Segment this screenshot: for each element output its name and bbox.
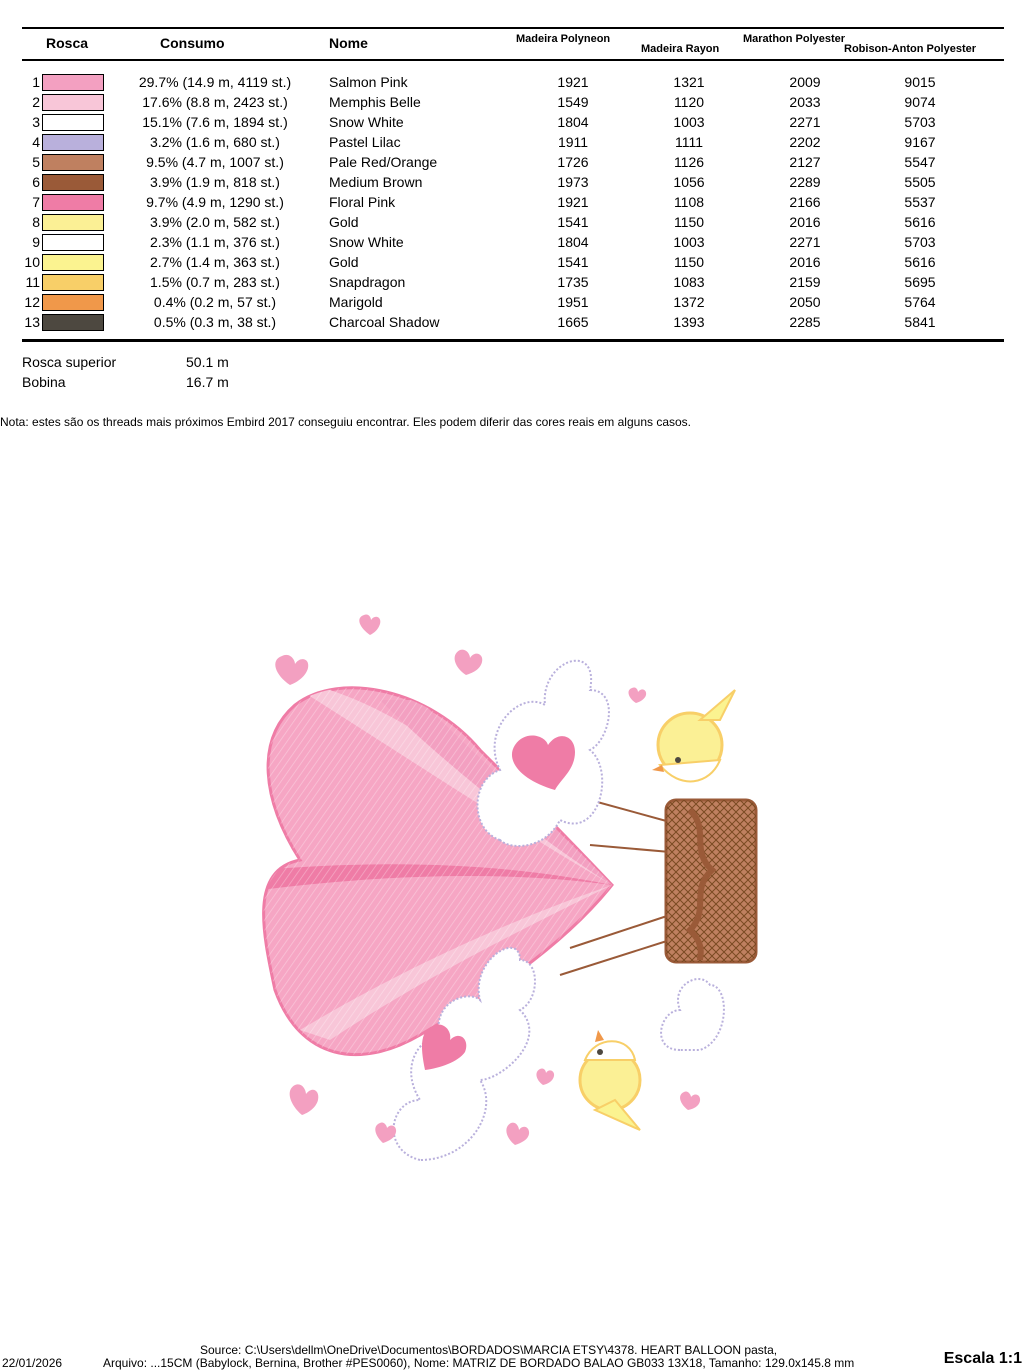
thread-index: 8	[32, 214, 40, 230]
marathon-polyester-code: 2159	[789, 274, 821, 290]
thread-note: Nota: estes são os threads mais próximos Embird 2017 conseguiu encontrar. Eles podem diferir das cores reais em alguns casos.	[0, 415, 692, 429]
table-bottom-rule	[22, 339, 1004, 342]
robison-anton-code: 5616	[904, 254, 936, 270]
madeira-rayon-code: 1150	[673, 214, 705, 230]
thread-consumption: 9.5% (4.7 m, 1007 st.)	[146, 154, 284, 170]
marathon-polyester-code: 2127	[789, 154, 821, 170]
header-madeira-polyneon: Madeira Polyneon	[516, 33, 611, 45]
madeira-rayon-code: 1372	[673, 294, 705, 310]
thread-name: Charcoal Shadow	[329, 314, 440, 330]
header-robison-anton-polyester: Robison-Anton Polyester	[844, 43, 977, 55]
scale-label: Escala 1:1	[943, 1350, 1022, 1367]
thread-consumption: 9.7% (4.9 m, 1290 st.)	[146, 194, 284, 210]
thread-name: Gold	[329, 254, 359, 270]
marathon-polyester-code: 2202	[789, 134, 821, 150]
thread-index: 9	[32, 234, 40, 250]
madeira-polyneon-code: 1541	[557, 254, 589, 270]
header-consumo: Consumo	[160, 35, 225, 51]
madeira-rayon-code: 1393	[673, 314, 705, 330]
thread-consumption: 17.6% (8.8 m, 2423 st.)	[142, 94, 288, 110]
thread-color-swatch	[42, 174, 104, 191]
thread-color-swatch	[42, 214, 104, 231]
bird-bottom	[580, 1030, 640, 1130]
madeira-rayon-code: 1321	[673, 74, 705, 90]
madeira-rayon-code: 1111	[674, 134, 704, 150]
thread-color-swatch	[42, 114, 104, 131]
madeira-polyneon-code: 1665	[557, 314, 589, 330]
thread-index: 13	[24, 314, 40, 330]
header-marathon-polyester: Marathon Polyester	[743, 33, 846, 45]
robison-anton-code: 5537	[904, 194, 936, 210]
robison-anton-code: 5703	[904, 234, 936, 250]
header-top-rule	[22, 27, 1004, 29]
thread-color-swatch	[42, 134, 104, 151]
madeira-polyneon-code: 1921	[557, 74, 589, 90]
robison-anton-code: 5505	[904, 174, 936, 190]
robison-anton-code: 5841	[904, 314, 936, 330]
marathon-polyester-code: 2016	[789, 254, 821, 270]
thread-name: Memphis Belle	[329, 94, 421, 110]
balloon-basket	[666, 800, 756, 962]
thread-color-swatch	[42, 74, 104, 91]
madeira-polyneon-code: 1804	[557, 234, 589, 250]
top-thread-value: 50.1 m	[186, 354, 229, 370]
madeira-polyneon-code: 1549	[557, 94, 589, 110]
thread-name: Snapdragon	[329, 274, 406, 290]
robison-anton-code: 9015	[904, 74, 936, 90]
robison-anton-code: 5616	[904, 214, 936, 230]
madeira-polyneon-code: 1973	[557, 174, 589, 190]
marathon-polyester-code: 2166	[789, 194, 821, 210]
header-rosca: Rosca	[46, 35, 89, 51]
thread-row	[0, 292, 1024, 312]
thread-name: Pale Red/Orange	[329, 154, 438, 170]
marathon-polyester-code: 2050	[789, 294, 821, 310]
thread-name: Marigold	[329, 294, 383, 310]
madeira-polyneon-code: 1911	[557, 134, 589, 150]
header-madeira-rayon: Madeira Rayon	[641, 43, 720, 55]
footer-source: Source: C:\Users\dellm\OneDrive\Documentos\BORDADOS\MARCIA ETSY\4378. HEART BALLOON pasta,	[200, 1343, 778, 1357]
thread-color-swatch	[42, 314, 104, 331]
bird-top	[652, 690, 735, 781]
madeira-rayon-code: 1120	[673, 94, 705, 110]
robison-anton-code: 9167	[904, 134, 936, 150]
thread-row	[0, 152, 1024, 172]
footer-date: 22/01/2026	[2, 1356, 63, 1370]
thread-row	[0, 132, 1024, 152]
thread-index: 5	[32, 154, 40, 170]
madeira-rayon-code: 1003	[673, 114, 705, 130]
madeira-polyneon-code: 1735	[557, 274, 589, 290]
madeira-polyneon-code: 1951	[557, 294, 589, 310]
thread-row	[0, 72, 1024, 92]
thread-name: Salmon Pink	[329, 74, 408, 90]
thread-name: Gold	[329, 214, 359, 230]
thread-index: 2	[32, 94, 40, 110]
thread-row	[0, 272, 1024, 292]
madeira-polyneon-code: 1541	[557, 214, 589, 230]
thread-name: Medium Brown	[329, 174, 423, 190]
bobbin-label: Bobina	[22, 374, 66, 390]
thread-index: 11	[25, 274, 40, 290]
marathon-polyester-code: 2271	[789, 114, 821, 130]
marathon-polyester-code: 2285	[789, 314, 821, 330]
thread-consumption: 2.3% (1.1 m, 376 st.)	[150, 234, 280, 250]
footer-file-info: Arquivo: ...15CM (Babylock, Bernina, Brother #PES0060), Nome: MATRIZ DE BORDADO BALAO GB033 13X18, Tamanho: 129.0x145.8 mm	[103, 1356, 855, 1370]
thread-color-swatch	[42, 94, 104, 111]
robison-anton-code: 5695	[904, 274, 936, 290]
marathon-polyester-code: 2016	[789, 214, 821, 230]
madeira-polyneon-code: 1804	[557, 114, 589, 130]
header-bottom-rule	[22, 59, 1004, 61]
robison-anton-code: 9074	[904, 94, 936, 110]
thread-color-swatch	[42, 274, 104, 291]
thread-color-swatch	[42, 194, 104, 211]
marathon-polyester-code: 2289	[789, 174, 821, 190]
madeira-rayon-code: 1056	[673, 174, 705, 190]
madeira-polyneon-code: 1921	[557, 194, 589, 210]
thread-consumption: 15.1% (7.6 m, 1894 st.)	[142, 114, 288, 130]
thread-index: 12	[24, 294, 40, 310]
thread-index: 7	[32, 194, 40, 210]
madeira-rayon-code: 1126	[673, 154, 705, 170]
thread-consumption: 29.7% (14.9 m, 4119 st.)	[138, 74, 292, 90]
thread-color-swatch	[42, 294, 104, 311]
thread-row	[0, 212, 1024, 232]
thread-row	[0, 192, 1024, 212]
marathon-polyester-code: 2271	[789, 234, 821, 250]
thread-index: 1	[32, 74, 40, 90]
thread-consumption: 1.5% (0.7 m, 283 st.)	[150, 274, 280, 290]
thread-name: Snow White	[329, 114, 404, 130]
thread-consumption: 0.5% (0.3 m, 38 st.)	[153, 314, 277, 330]
marathon-polyester-code: 2009	[789, 74, 821, 90]
thread-row	[0, 92, 1024, 112]
header-nome: Nome	[329, 35, 368, 51]
thread-row	[0, 112, 1024, 132]
thread-name: Snow White	[329, 234, 404, 250]
thread-row	[0, 312, 1024, 332]
madeira-rayon-code: 1150	[673, 254, 705, 270]
thread-index: 10	[24, 254, 40, 270]
thread-color-swatch	[42, 254, 104, 271]
robison-anton-code: 5547	[904, 154, 936, 170]
madeira-rayon-code: 1108	[673, 194, 705, 210]
thread-name: Pastel Lilac	[329, 134, 401, 150]
top-thread-label: Rosca superior	[22, 354, 117, 370]
madeira-rayon-code: 1003	[673, 234, 705, 250]
thread-consumption: 3.2% (1.6 m, 680 st.)	[150, 134, 280, 150]
thread-row	[0, 252, 1024, 272]
thread-consumption: 2.7% (1.4 m, 363 st.)	[150, 254, 280, 270]
thread-row	[0, 232, 1024, 252]
thread-row	[0, 172, 1024, 192]
madeira-rayon-code: 1083	[673, 274, 705, 290]
thread-name: Floral Pink	[329, 194, 396, 210]
thread-color-swatch	[42, 154, 104, 171]
robison-anton-code: 5764	[904, 294, 936, 310]
thread-index: 6	[32, 174, 40, 190]
thread-consumption: 3.9% (2.0 m, 582 st.)	[150, 214, 280, 230]
thread-index: 4	[32, 134, 40, 150]
madeira-polyneon-code: 1726	[557, 154, 589, 170]
embroidery-design-preview	[0, 600, 1024, 1180]
robison-anton-code: 5703	[904, 114, 936, 130]
thread-consumption: 3.9% (1.9 m, 818 st.)	[150, 174, 280, 190]
marathon-polyester-code: 2033	[789, 94, 821, 110]
bobbin-value: 16.7 m	[186, 374, 229, 390]
thread-color-swatch	[42, 234, 104, 251]
thread-consumption: 0.4% (0.2 m, 57 st.)	[153, 294, 277, 310]
thread-index: 3	[32, 114, 40, 130]
